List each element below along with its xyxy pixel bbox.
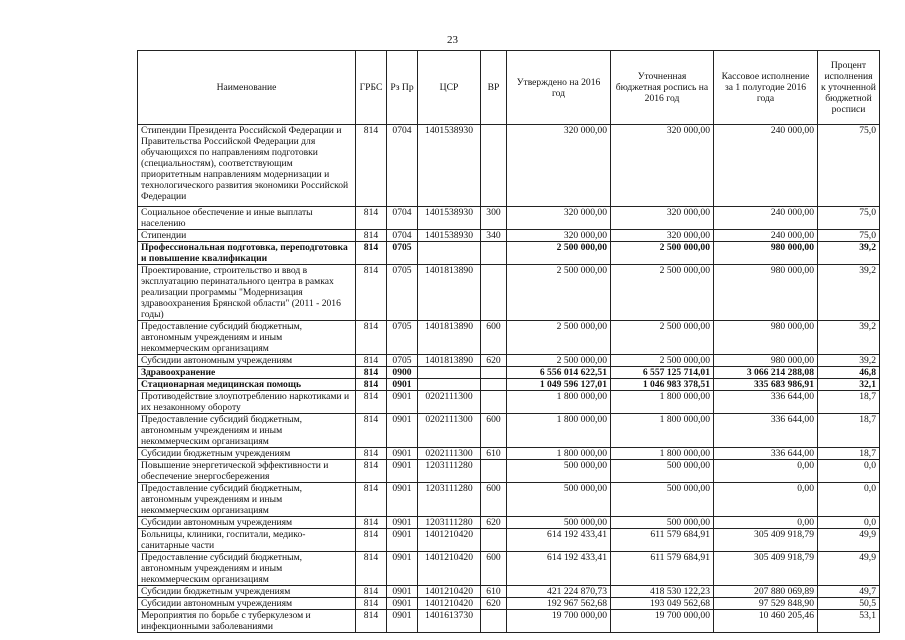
cell-csr: 1401813890	[418, 355, 481, 367]
cell-cash: 3 066 214 288,08	[714, 367, 818, 379]
header-approved: Утверждено на 2016 год	[507, 51, 611, 125]
table-row	[138, 517, 880, 529]
cell-refined: 2 500 000,00	[611, 355, 714, 367]
cell-approved: 500 000,00	[507, 517, 611, 529]
cell-refined: 2 500 000,00	[611, 265, 714, 321]
table-row	[138, 414, 880, 448]
cell-approved: 192 967 562,68	[507, 598, 611, 610]
cell-vr: 620	[481, 598, 507, 610]
cell-grbs: 814	[356, 265, 387, 321]
cell-approved: 1 800 000,00	[507, 448, 611, 460]
cell-cash: 0,00	[714, 483, 818, 517]
cell-rzpr: 0704	[387, 125, 418, 207]
cell-name: Стационарная медицинская помощь	[138, 379, 356, 391]
cell-grbs: 814	[356, 483, 387, 517]
cell-grbs: 814	[356, 414, 387, 448]
cell-vr	[481, 379, 507, 391]
cell-rzpr: 0901	[387, 610, 418, 633]
cell-csr: 0202111300	[418, 414, 481, 448]
cell-grbs: 814	[356, 529, 387, 552]
cell-vr: 610	[481, 448, 507, 460]
cell-rzpr: 0901	[387, 517, 418, 529]
cell-csr: 1401538930	[418, 230, 481, 242]
cell-percent: 75,0	[818, 207, 880, 230]
cell-name: Предоставление субсидий бюджетным, автономным учреждениям и иным некоммерческим организациям	[138, 552, 356, 586]
cell-rzpr: 0901	[387, 483, 418, 517]
cell-csr: 1401813890	[418, 265, 481, 321]
cell-csr: 1203111280	[418, 517, 481, 529]
cell-percent: 18,7	[818, 448, 880, 460]
cell-grbs: 814	[356, 598, 387, 610]
cell-name: Мероприятия по борьбе с туберкулезом и инфекционными заболеваниями	[138, 610, 356, 633]
table-row	[138, 448, 880, 460]
cell-cash: 336 644,00	[714, 414, 818, 448]
cell-grbs: 814	[356, 517, 387, 529]
cell-rzpr: 0901	[387, 529, 418, 552]
cell-cash: 305 409 918,79	[714, 552, 818, 586]
cell-cash: 0,00	[714, 517, 818, 529]
table-row	[138, 242, 880, 265]
table-row	[138, 207, 880, 230]
table-row	[138, 586, 880, 598]
cell-name: Противодействие злоупотреблению наркотиками и их незаконному обороту	[138, 391, 356, 414]
cell-cash: 240 000,00	[714, 207, 818, 230]
cell-approved: 19 700 000,00	[507, 610, 611, 633]
cell-rzpr: 0901	[387, 391, 418, 414]
cell-vr: 340	[481, 230, 507, 242]
cell-grbs: 814	[356, 321, 387, 355]
cell-grbs: 814	[356, 391, 387, 414]
cell-rzpr: 0901	[387, 598, 418, 610]
cell-rzpr: 0901	[387, 379, 418, 391]
cell-grbs: 814	[356, 230, 387, 242]
header-percent: Процент исполнения к уточненной бюджетной росписи	[818, 51, 880, 125]
table-row	[138, 483, 880, 517]
cell-refined: 1 800 000,00	[611, 414, 714, 448]
cell-approved: 320 000,00	[507, 230, 611, 242]
cell-percent: 0,0	[818, 460, 880, 483]
cell-approved: 320 000,00	[507, 207, 611, 230]
table-row	[138, 265, 880, 321]
cell-grbs: 814	[356, 367, 387, 379]
cell-refined: 1 046 983 378,51	[611, 379, 714, 391]
cell-vr	[481, 529, 507, 552]
cell-csr: 1401210420	[418, 529, 481, 552]
cell-name: Профессиональная подготовка, переподготовка и повышение квалификации	[138, 242, 356, 265]
cell-name: Стипендии Президента Российской Федерации и Правительства Российской Федерации для обучающихся по направлениям подготовки (специальностям), соответствующим приоритетным направлениям модернизации и технологического развития экономики Российской Федерации	[138, 125, 356, 207]
table-row	[138, 610, 880, 633]
cell-cash: 0,00	[714, 460, 818, 483]
cell-percent: 39,2	[818, 242, 880, 265]
cell-csr: 1203111280	[418, 483, 481, 517]
table-body	[138, 125, 880, 633]
cell-cash: 97 529 848,90	[714, 598, 818, 610]
cell-csr	[418, 242, 481, 265]
cell-name: Субсидии бюджетным учреждениям	[138, 586, 356, 598]
cell-refined: 193 049 562,68	[611, 598, 714, 610]
cell-percent: 49,9	[818, 552, 880, 586]
cell-percent: 0,0	[818, 517, 880, 529]
table-header-row	[138, 51, 880, 125]
cell-percent: 18,7	[818, 391, 880, 414]
table-row	[138, 379, 880, 391]
cell-approved: 500 000,00	[507, 460, 611, 483]
cell-grbs: 814	[356, 460, 387, 483]
cell-cash: 980 000,00	[714, 355, 818, 367]
cell-refined: 320 000,00	[611, 230, 714, 242]
cell-vr: 600	[481, 321, 507, 355]
cell-approved: 1 800 000,00	[507, 414, 611, 448]
cell-vr	[481, 391, 507, 414]
cell-refined: 6 557 125 714,01	[611, 367, 714, 379]
table-row	[138, 125, 880, 207]
cell-grbs: 814	[356, 379, 387, 391]
cell-rzpr: 0901	[387, 586, 418, 598]
cell-grbs: 814	[356, 586, 387, 598]
table-row	[138, 355, 880, 367]
cell-vr: 620	[481, 355, 507, 367]
cell-csr	[418, 367, 481, 379]
cell-refined: 19 700 000,00	[611, 610, 714, 633]
cell-rzpr: 0705	[387, 265, 418, 321]
cell-vr	[481, 242, 507, 265]
cell-name: Субсидии автономным учреждениям	[138, 355, 356, 367]
cell-approved: 320 000,00	[507, 125, 611, 207]
cell-cash: 980 000,00	[714, 265, 818, 321]
table-row	[138, 460, 880, 483]
cell-csr: 0202111300	[418, 448, 481, 460]
cell-name: Предоставление субсидий бюджетным, автономным учреждениям и иным некоммерческим организациям	[138, 321, 356, 355]
cell-grbs: 814	[356, 610, 387, 633]
cell-percent: 49,9	[818, 529, 880, 552]
header-name: Наименование	[138, 51, 356, 125]
cell-percent: 46,8	[818, 367, 880, 379]
cell-vr: 600	[481, 483, 507, 517]
cell-approved: 614 192 433,41	[507, 529, 611, 552]
header-vr: ВР	[481, 51, 507, 125]
cell-vr: 300	[481, 207, 507, 230]
cell-rzpr: 0901	[387, 460, 418, 483]
cell-percent: 0,0	[818, 483, 880, 517]
table-row	[138, 230, 880, 242]
cell-refined: 611 579 684,91	[611, 552, 714, 586]
cell-percent: 18,7	[818, 414, 880, 448]
cell-rzpr: 0705	[387, 242, 418, 265]
cell-refined: 500 000,00	[611, 460, 714, 483]
budget-table	[137, 50, 880, 633]
cell-percent: 75,0	[818, 230, 880, 242]
cell-csr: 1401613730	[418, 610, 481, 633]
cell-rzpr: 0704	[387, 230, 418, 242]
cell-refined: 500 000,00	[611, 483, 714, 517]
cell-approved: 2 500 000,00	[507, 265, 611, 321]
cell-vr: 610	[481, 586, 507, 598]
cell-rzpr: 0901	[387, 552, 418, 586]
table-row	[138, 367, 880, 379]
cell-vr: 600	[481, 414, 507, 448]
cell-rzpr: 0705	[387, 355, 418, 367]
cell-cash: 305 409 918,79	[714, 529, 818, 552]
cell-grbs: 814	[356, 242, 387, 265]
cell-rzpr: 0901	[387, 414, 418, 448]
cell-csr	[418, 379, 481, 391]
cell-cash: 240 000,00	[714, 230, 818, 242]
table-row	[138, 391, 880, 414]
cell-cash: 207 880 069,89	[714, 586, 818, 598]
cell-approved: 421 224 870,73	[507, 586, 611, 598]
cell-csr: 1401538930	[418, 207, 481, 230]
cell-csr: 1401210420	[418, 586, 481, 598]
cell-grbs: 814	[356, 552, 387, 586]
cell-refined: 2 500 000,00	[611, 321, 714, 355]
cell-name: Социальное обеспечение и иные выплаты населению	[138, 207, 356, 230]
cell-csr: 0202111300	[418, 391, 481, 414]
cell-name: Проектирование, строительство и ввод в эксплуатацию перинатального центра в рамках реализации программы "Модернизация здравоохранения Брянской области" (2011 - 2016 годы)	[138, 265, 356, 321]
cell-cash: 240 000,00	[714, 125, 818, 207]
table-row	[138, 321, 880, 355]
table-row	[138, 552, 880, 586]
cell-rzpr: 0705	[387, 321, 418, 355]
cell-approved: 1 800 000,00	[507, 391, 611, 414]
cell-csr: 1203111280	[418, 460, 481, 483]
cell-approved: 500 000,00	[507, 483, 611, 517]
cell-approved: 2 500 000,00	[507, 355, 611, 367]
header-csr: ЦСР	[418, 51, 481, 125]
cell-percent: 50,5	[818, 598, 880, 610]
table-row	[138, 529, 880, 552]
cell-rzpr: 0704	[387, 207, 418, 230]
cell-name: Субсидии автономным учреждениям	[138, 517, 356, 529]
cell-vr	[481, 460, 507, 483]
header-rzpr: Рз Пр	[387, 51, 418, 125]
cell-refined: 1 800 000,00	[611, 448, 714, 460]
cell-refined: 320 000,00	[611, 207, 714, 230]
cell-name: Субсидии бюджетным учреждениям	[138, 448, 356, 460]
cell-grbs: 814	[356, 448, 387, 460]
cell-vr	[481, 125, 507, 207]
cell-refined: 500 000,00	[611, 517, 714, 529]
cell-name: Здравоохранение	[138, 367, 356, 379]
cell-approved: 1 049 596 127,01	[507, 379, 611, 391]
cell-percent: 32,1	[818, 379, 880, 391]
cell-approved: 614 192 433,41	[507, 552, 611, 586]
cell-vr	[481, 610, 507, 633]
page-number: 23	[447, 34, 458, 46]
cell-approved: 2 500 000,00	[507, 321, 611, 355]
cell-vr	[481, 265, 507, 321]
cell-name: Повышение энергетической эффективности и обеспечение энергосбережения	[138, 460, 356, 483]
header-cash: Кассовое исполнение за 1 полугодие 2016 года	[714, 51, 818, 125]
cell-percent: 75,0	[818, 125, 880, 207]
cell-vr: 600	[481, 552, 507, 586]
cell-cash: 10 460 205,46	[714, 610, 818, 633]
cell-percent: 53,1	[818, 610, 880, 633]
cell-csr: 1401210420	[418, 552, 481, 586]
cell-vr	[481, 367, 507, 379]
cell-name: Субсидии автономным учреждениям	[138, 598, 356, 610]
cell-approved: 2 500 000,00	[507, 242, 611, 265]
cell-rzpr: 0900	[387, 367, 418, 379]
cell-refined: 2 500 000,00	[611, 242, 714, 265]
table-row	[138, 598, 880, 610]
cell-vr: 620	[481, 517, 507, 529]
cell-cash: 980 000,00	[714, 242, 818, 265]
cell-refined: 611 579 684,91	[611, 529, 714, 552]
cell-cash: 336 644,00	[714, 448, 818, 460]
cell-cash: 980 000,00	[714, 321, 818, 355]
header-refined: Уточненная бюджетная роспись на 2016 год	[611, 51, 714, 125]
cell-name: Предоставление субсидий бюджетным, автономным учреждениям и иным некоммерческим организациям	[138, 414, 356, 448]
cell-grbs: 814	[356, 125, 387, 207]
cell-grbs: 814	[356, 207, 387, 230]
cell-percent: 39,2	[818, 321, 880, 355]
cell-percent: 39,2	[818, 355, 880, 367]
cell-rzpr: 0901	[387, 448, 418, 460]
cell-refined: 1 800 000,00	[611, 391, 714, 414]
cell-percent: 49,7	[818, 586, 880, 598]
cell-refined: 320 000,00	[611, 125, 714, 207]
header-grbs: ГРБС	[356, 51, 387, 125]
cell-csr: 1401210420	[418, 598, 481, 610]
cell-csr: 1401813890	[418, 321, 481, 355]
cell-csr: 1401538930	[418, 125, 481, 207]
cell-name: Больницы, клиники, госпитали, медико-санитарные части	[138, 529, 356, 552]
cell-grbs: 814	[356, 355, 387, 367]
cell-percent: 39,2	[818, 265, 880, 321]
cell-cash: 336 644,00	[714, 391, 818, 414]
cell-name: Стипендии	[138, 230, 356, 242]
cell-name: Предоставление субсидий бюджетным, автономным учреждениям и иным некоммерческим организациям	[138, 483, 356, 517]
cell-approved: 6 556 014 622,51	[507, 367, 611, 379]
cell-refined: 418 530 122,23	[611, 586, 714, 598]
cell-cash: 335 683 986,91	[714, 379, 818, 391]
